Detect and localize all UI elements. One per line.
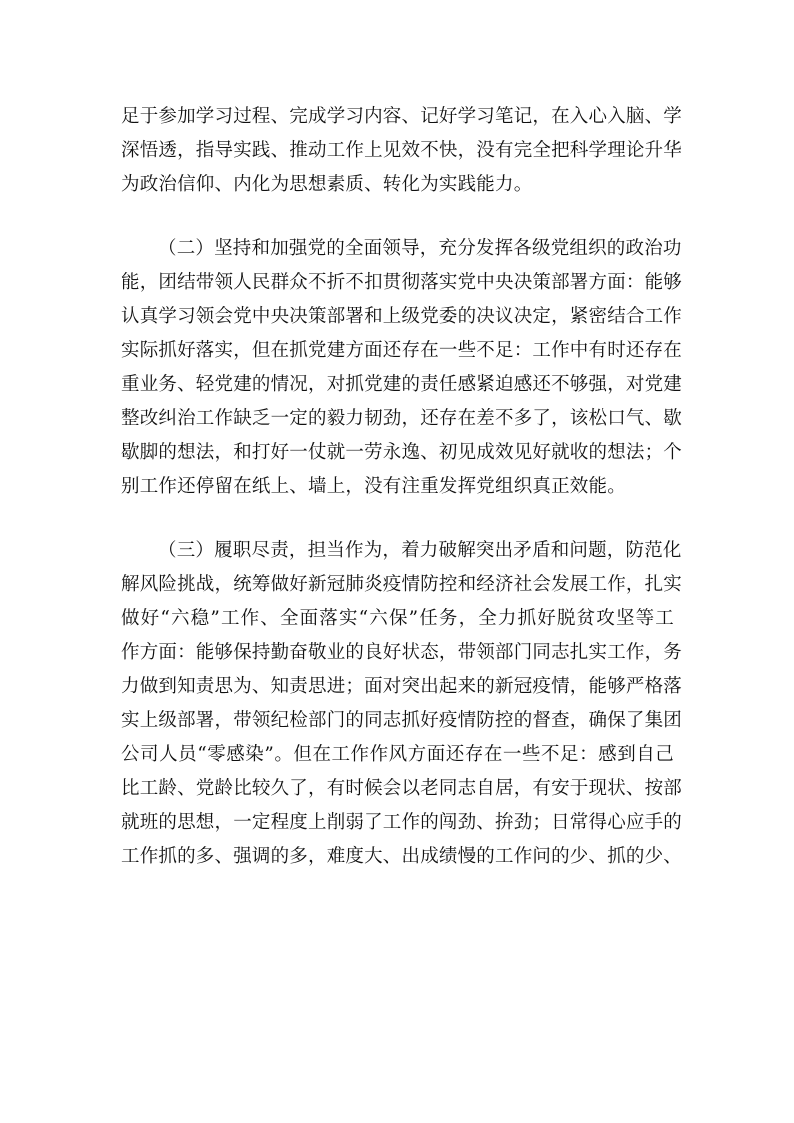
text-line: 工作抓的多、强调的多，难度大、出成绩慢的工作问的少、抓的少、 [121,846,683,867]
paragraph-spacer [121,202,674,232]
text-line: 做好“六稳”工作、全面落实“六保”任务，全力抓好脱贫攻坚等工 [121,608,674,629]
text-line: 公司人员“零感染”。但在工作作风方面还存在一些不足：感到自己 [121,744,674,765]
document-body [121,100,683,874]
text-line: 力做到知责思为、知责思进；面对突出起来的新冠疫情，能够严格落 [121,676,683,697]
paragraph-1 [121,100,683,202]
text-line: 作方面：能够保持勤奋敬业的良好状态，带领部门同志扎实工作，务 [121,642,683,663]
paragraph-2 [121,232,683,504]
text-line: 足于参加学习过程、完成学习内容、记好学习笔记，在入心入脑、学 [121,106,683,127]
text-line: 实际抓好落实，但在抓党建方面还存在一些不足：工作中有时还存在 [121,340,683,361]
text-line: 重业务、轻党建的情况，对抓党建的责任感紧迫感还不够强，对党建 [121,374,683,395]
text-line: 能，团结带领人民群众不折不扣贯彻落实党中央决策部署方面：能够 [121,272,683,293]
text-line: 别工作还停留在纸上、墙上，没有注重发挥党组织真正效能。 [121,476,626,497]
text-line: 认真学习领会党中央决策部署和上级党委的决议决定，紧密结合工作 [121,306,683,327]
text-line: 解风险挑战，统筹做好新冠肺炎疫情防控和经济社会发展工作，扎实 [121,574,683,595]
text-line: 为政治信仰、内化为思想素质、转化为实践能力。 [121,174,533,195]
text-line: 比工龄、党龄比较久了，有时候会以老同志自居，有安于现状、按部 [121,778,683,799]
text-line: （二）坚持和加强党的全面领导，充分发挥各级党组织的政治功 [158,238,682,259]
paragraph-spacer [121,504,674,534]
text-line: 歇脚的想法，和打好一仗就一劳永逸、初见成效见好就收的想法；个 [121,442,683,463]
text-line: 整改纠治工作缺乏一定的毅力韧劲，还存在差不多了，该松口气、歇 [121,408,683,429]
paragraph-3 [121,534,683,874]
text-line: 深悟透，指导实践、推动工作上见效不快，没有完全把科学理论升华 [121,140,683,161]
text-line: （三）履职尽责，担当作为，着力破解突出矛盾和问题，防范化 [158,540,682,561]
text-line: 就班的思想，一定程度上削弱了工作的闯劲、拚劲；日常得心应手的 [121,812,683,833]
text-line: 实上级部署，带领纪检部门的同志抓好疫情防控的督查，确保了集团 [121,710,683,731]
